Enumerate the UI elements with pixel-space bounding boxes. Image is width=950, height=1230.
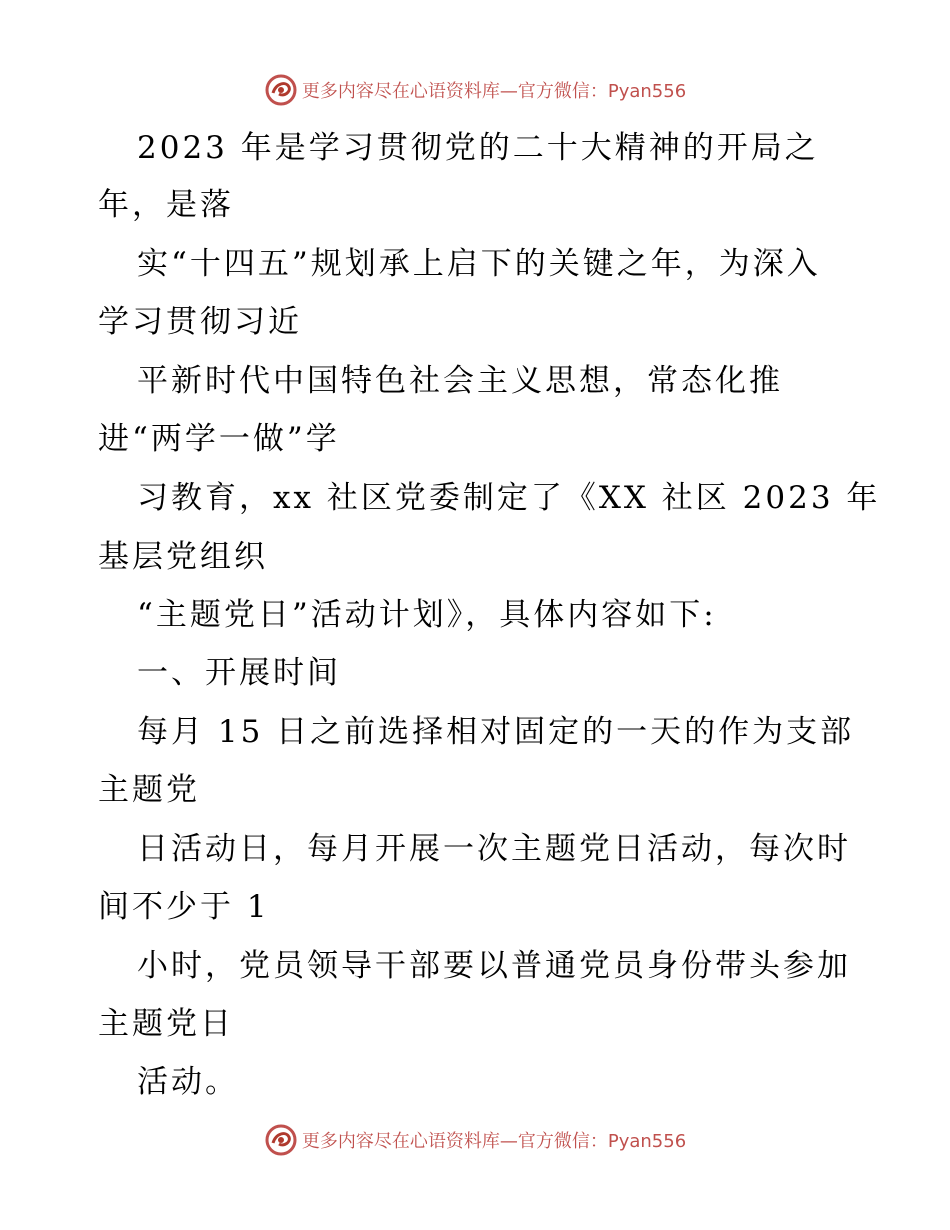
body-line: 习教育，xx 社区党委制定了《XX 社区 2023 年 <box>137 480 881 516</box>
body-line: 日活动日，每月开展一次主题党日活动，每次时 <box>137 831 851 867</box>
body-line: 进“两学一做”学 <box>98 421 340 457</box>
body-line: 年，是落 <box>98 187 234 223</box>
footer-watermark <box>0 1120 950 1160</box>
red-swirl-logo-icon <box>264 1123 298 1157</box>
watermark-text: 更多内容尽在心语资料库—官方微信：Pyan556 <box>301 1131 687 1152</box>
body-line: 活动。 <box>137 1064 239 1100</box>
body-line: 主题党 <box>98 772 200 808</box>
watermark-text: 更多内容尽在心语资料库—官方微信：Pyan556 <box>301 81 687 102</box>
body-line: 每月 15 日之前选择相对固定的一天的作为支部 <box>137 714 855 750</box>
body-line: 2023 年是学习贯彻党的二十大精神的开局之 <box>137 130 819 166</box>
body-line: 小时，党员领导干部要以普通党员身份带头参加 <box>137 948 851 984</box>
red-swirl-logo-icon <box>264 73 298 107</box>
body-line: 平新时代中国特色社会主义思想，常态化推 <box>137 363 783 399</box>
body-line: 间不少于 1 <box>98 889 270 925</box>
body-line: 一、开展时间 <box>137 655 341 691</box>
body-line: 主题党日 <box>98 1006 234 1042</box>
body-line: 实“十四五”规划承上启下的关键之年，为深入 <box>137 246 821 282</box>
body-line: 基层党组织 <box>98 539 268 575</box>
body-line: “主题党日”活动计划》，具体内容如下: <box>137 597 717 633</box>
header-watermark <box>0 70 950 110</box>
body-line: 学习贯彻习近 <box>98 304 302 340</box>
